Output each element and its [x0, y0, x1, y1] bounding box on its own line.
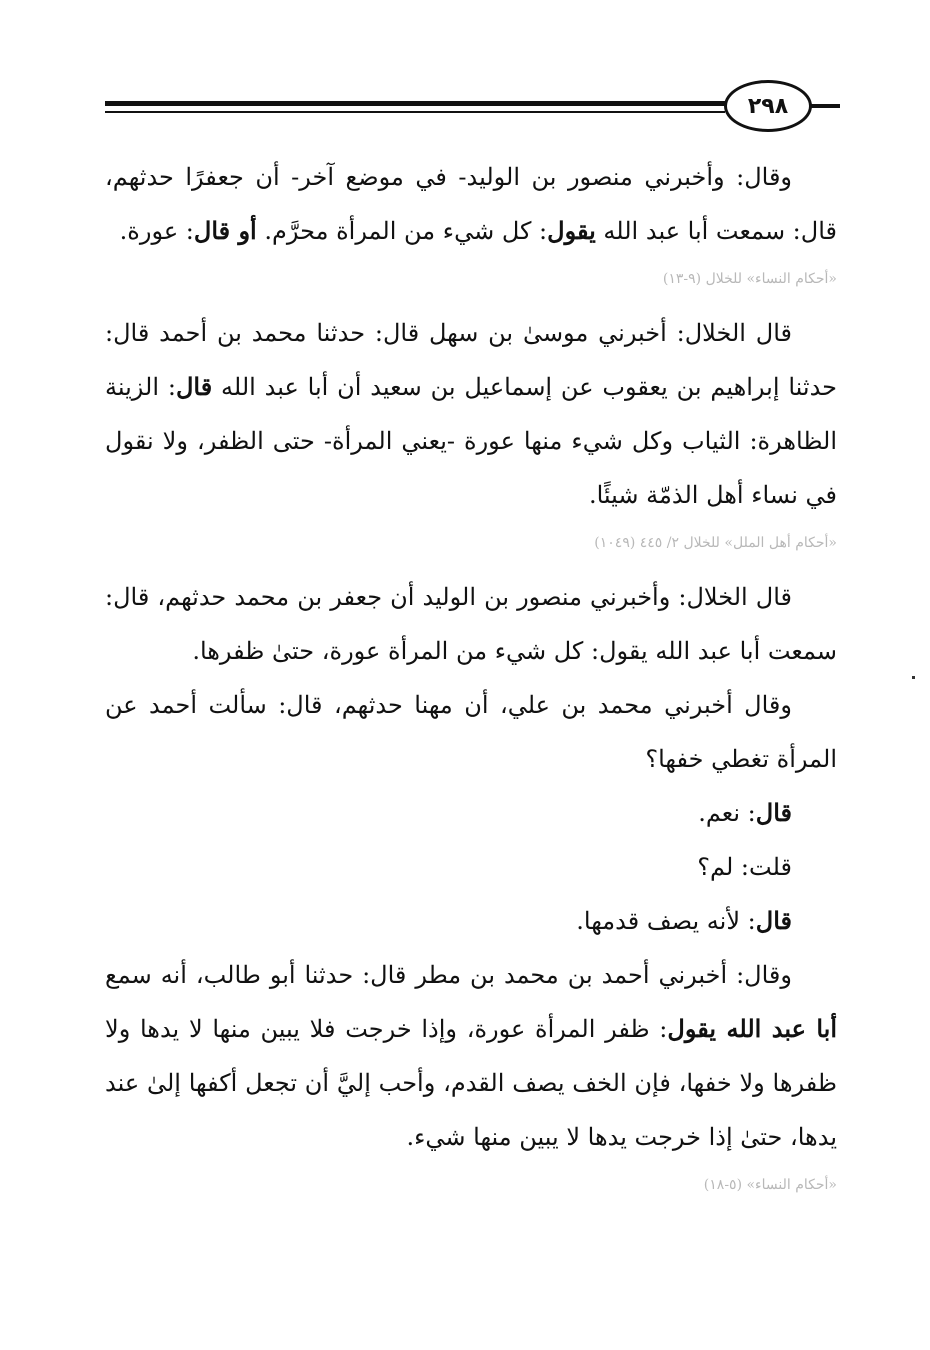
page-number-ornament — [724, 80, 812, 132]
bold-text: قال — [755, 798, 792, 827]
text-segment: : الزينة الظاهرة: الثياب وكل شيء منها عورة -يعني المرأة- حتى الظفر، ولا نقول في نساء أهل الذمّة شيئًا. — [105, 373, 837, 509]
paragraph-3 — [105, 570, 837, 678]
text-segment: : كل شيء من المرأة محرَّم. — [256, 217, 548, 245]
paragraph-4 — [105, 678, 837, 786]
text-segment: قال الخلال: أخبرني موسىٰ بن سهل قال: حدثنا محمد بن أحمد قال: حدثنا إبراهيم بن يعقوب عن إسماعيل بن سعيد أن أبا عبد الله — [105, 319, 837, 401]
source-citation-1: «أحكام النساء» للخلال (٩-١٣) — [662, 271, 837, 287]
text-segment: : نعم. — [698, 799, 756, 827]
source-citation-3: «أحكام النساء» (٥-١٨) — [703, 1177, 837, 1193]
text-segment: وقال: وأخبرني منصور بن الوليد- في موضع آخر- أن جعفرًا حدثهم، قال: سمعت أبا عبد الله — [105, 163, 837, 245]
bold-text: أبا عبد الله يقول — [667, 1014, 837, 1043]
text-segment: : عورة. — [119, 217, 194, 245]
bold-text: قال — [175, 372, 213, 401]
paragraph-6 — [105, 840, 837, 894]
header-rule — [105, 101, 725, 106]
paragraph-7 — [105, 894, 837, 948]
bold-text: يقول — [547, 216, 596, 245]
page-content — [105, 150, 837, 1212]
text-segment: : لأنه يصف قدمها. — [576, 907, 756, 935]
text-segment: قال الخلال: وأخبرني منصور بن الوليد أن جعفر بن محمد حدثهم، قال: سمعت أبا عبد الله يقول: كل شيء من المرأة عورة، حتىٰ ظفرها. — [105, 583, 837, 665]
header-rule-thin — [105, 111, 725, 113]
scan-speck — [912, 676, 915, 679]
bold-text: أو قال — [193, 216, 257, 245]
paragraph-2 — [105, 306, 837, 522]
paragraph-1 — [105, 150, 837, 258]
paragraph-8 — [105, 948, 837, 1164]
text-segment: وقال أخبرني محمد بن علي، أن مهنا حدثهم، قال: سألت أحمد عن المرأة تغطي خفها؟ — [105, 691, 837, 773]
page-header — [105, 78, 840, 138]
bold-text: قال — [755, 906, 792, 935]
header-rule-short — [808, 104, 840, 108]
page-number: ٢٩٨ — [747, 93, 789, 119]
paragraph-5 — [105, 786, 837, 840]
text-segment: وقال: أخبرني أحمد بن محمد بن مطر قال: حدثنا أبو طالب، أنه سمع — [105, 961, 792, 989]
text-segment: قلت: لم؟ — [697, 853, 792, 881]
source-citation-2: «أحكام أهل الملل» للخلال ٢/ ٤٤٥ (١٠٤٩) — [594, 535, 837, 551]
text-segment: : ظفر المرأة عورة، وإذا خرجت فلا يبين منها لا يدها ولا ظفرها ولا خفها، فإن الخف يصف القدم، وأحب إليَّ أن تجعل أكفها إلىٰ عند يدها، حتىٰ إذا خرجت يدها لا يبين منها شيء. — [105, 1015, 837, 1151]
